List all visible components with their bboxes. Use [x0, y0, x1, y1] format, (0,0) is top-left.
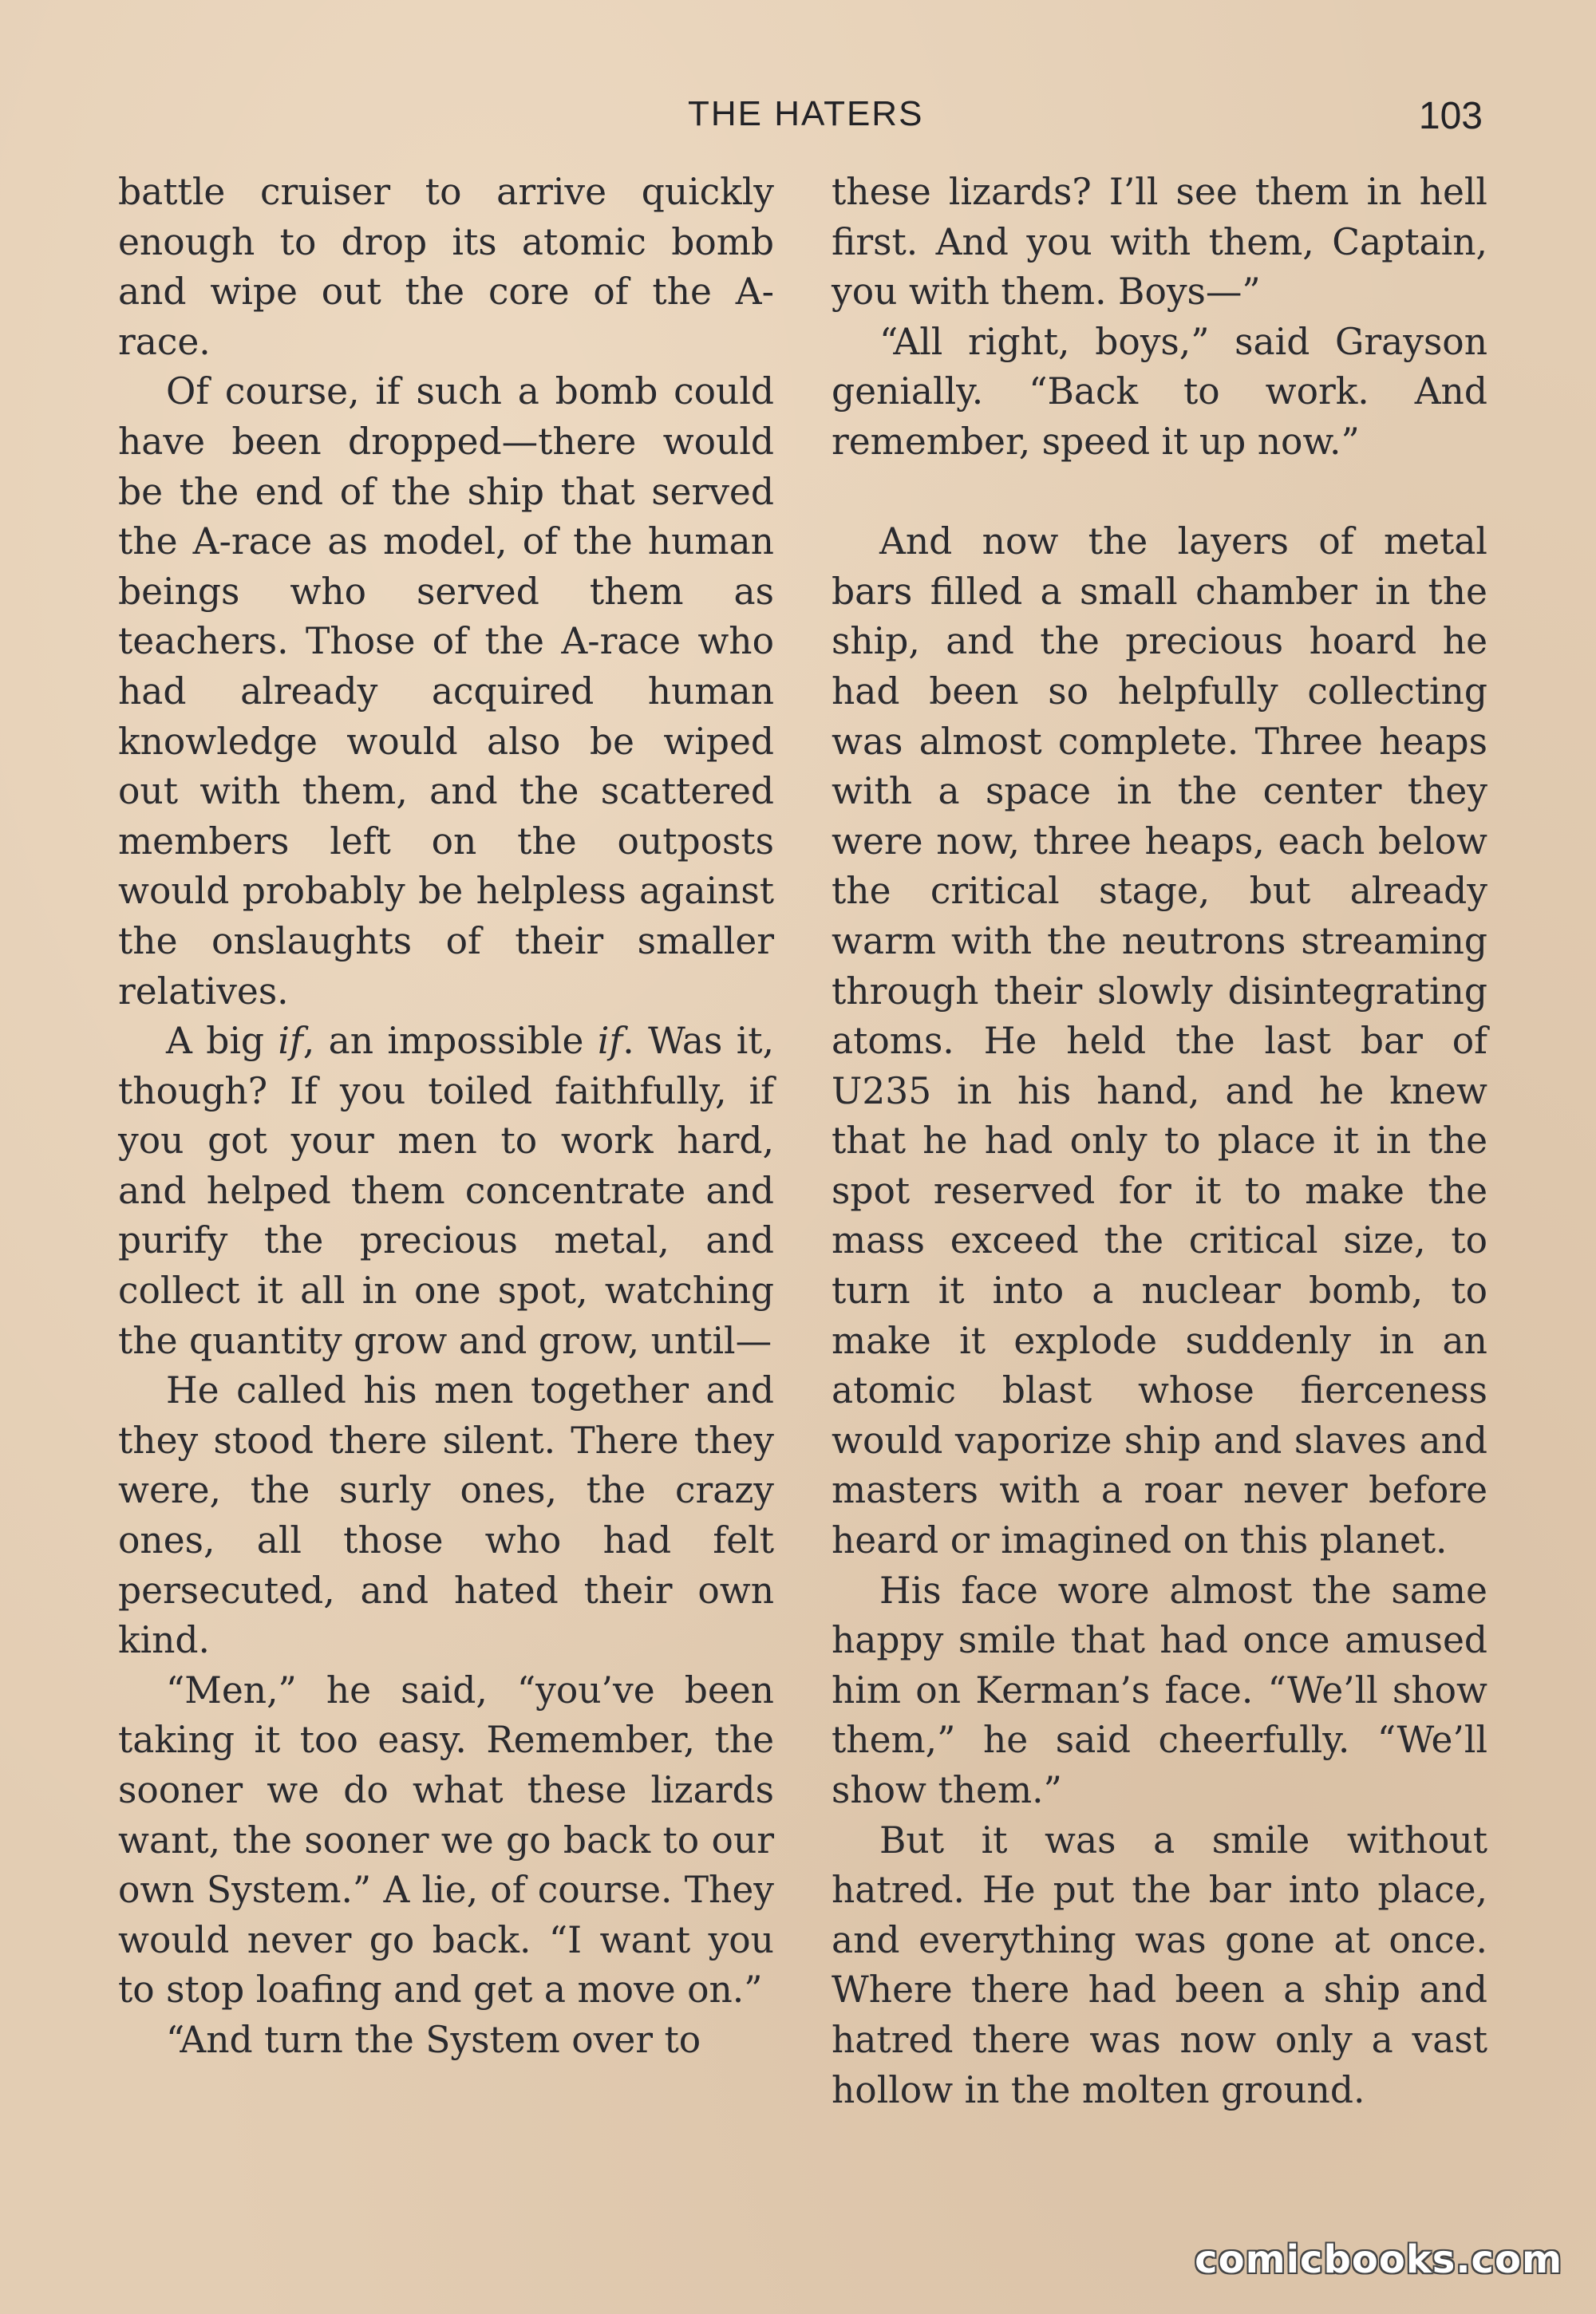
paragraph-section-start: And now the layers of metal bars filled a small chamber in the ship, and the precious hoard he had been so helpfully collecting was almost complete. Three heaps with a space in the center they were now, three heaps, each below the critical stage, but already warm with the neutrons streaming through their slowly disintegrating atoms. He held the last bar of U235 in his hand, and he knew that he had only to place it in the spot reserved for it to make the mass exceed the critical size, to turn it into a nuclear bomb, to make it explode suddenly in an atomic blast whose fierceness would vaporize ship and slaves and masters with a roar never before heard or imagined on this planet. [832, 520, 1487, 1562]
paragraph: battle cruiser to arrive quickly enough to drop its atomic bomb and wipe out the core of the A-race. [118, 171, 774, 363]
paragraph-big-if: A big if, an impossible if. Was it, though? If you toiled faithfully, if you got your men to work hard, and helped them concentrate and purify the precious metal, and collect it all in one spot, watching the quantity grow and grow, until— [118, 1020, 775, 1362]
right-text-column [832, 168, 1487, 2115]
left-text-column [118, 168, 774, 2066]
paragraph: His face wore almost the same happy smile that had once amused him on Kerman’s face. “We’ll show them,” he said cheerfully. “We’ll show them.” [832, 1569, 1487, 1811]
paragraph: these lizards? I’ll see them in hell first. And you with them, Captain, you with them. Boys—” [832, 171, 1487, 314]
paragraph: Of course, if such a bomb could have been dropped—there would be the end of the ship that served the A-race as model, of the human beings who served them as teachers. Those of the A-race who had already acquired human knowledge would also be wiped out with them, and the scattered members left on the outposts would probably be helpless against the onslaughts of their smaller relatives. [118, 370, 774, 1013]
paragraph: “All right, boys,” said Grayson genially. “Back to work. And remember, speed it up now.” [832, 320, 1487, 463]
paragraph: But it was a smile without hatred. He put the bar into place, and everything was gone at once. Where there had been a ship and hatred there was now only a vast hollow in the molten ground. [832, 1818, 1487, 2111]
paragraph: He called his men together and they stood there silent. There they were, the surly ones, the crazy ones, all those who had felt persecuted, and hated their own kind. [118, 1369, 774, 1662]
page-number: 103 [1418, 95, 1483, 137]
paragraph: “And turn the System over to [166, 2018, 701, 2061]
paragraph: “Men,” he said, “you’ve been taking it too easy. Remember, the sooner we do what these lizards want, the sooner we go back to our own System.” A lie, of course. They would never go back. “I want you to stop loafing and get a move on.” [118, 1668, 774, 2012]
running-header [0, 94, 1596, 142]
site-watermark: comicbooks.com [1195, 2237, 1562, 2282]
running-title: THE HATERS [688, 94, 924, 133]
